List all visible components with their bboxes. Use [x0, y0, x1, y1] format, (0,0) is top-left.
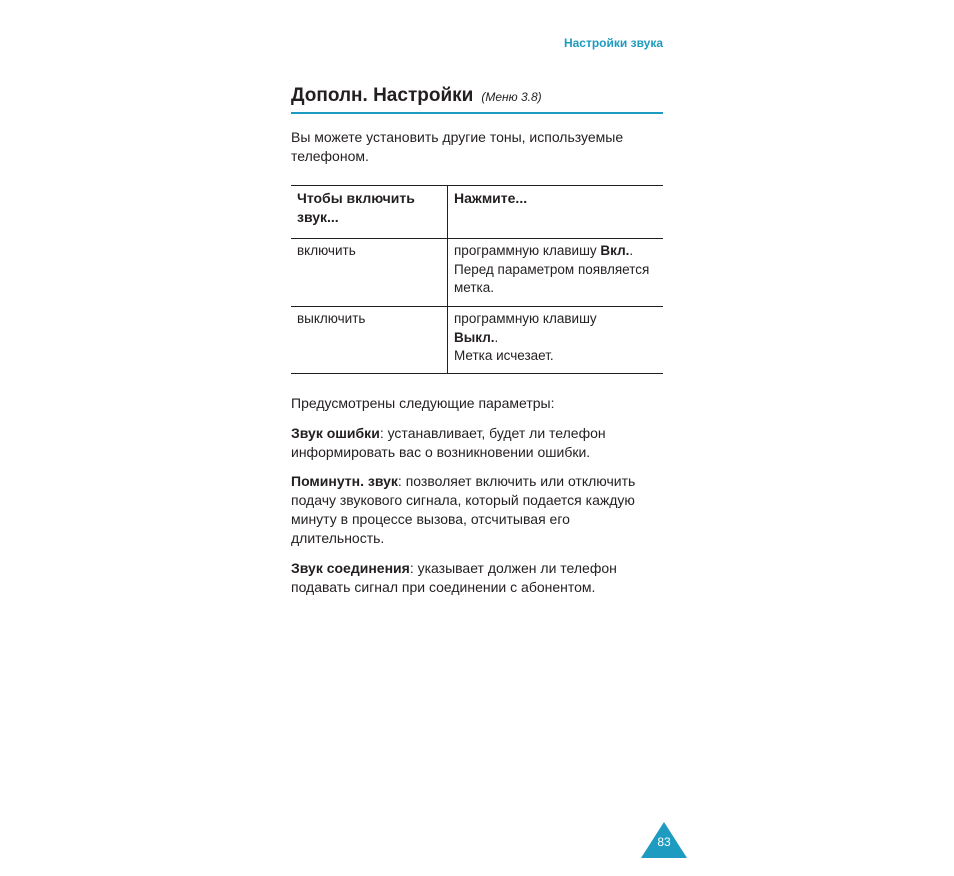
- press-note: Метка исчезает.: [454, 348, 554, 363]
- param-error-sound: [291, 424, 663, 462]
- page-title: Дополн. Настройки: [291, 85, 474, 106]
- table-cell-action: включить: [291, 239, 448, 307]
- param-connect-sound: [291, 559, 663, 597]
- param-name: Звук соединения: [291, 560, 410, 576]
- menu-reference: (Меню 3.8): [481, 90, 542, 104]
- intro-paragraph: Вы можете установить другие тоны, используемые телефоном.: [291, 129, 624, 164]
- param-minute-sound: [291, 472, 663, 548]
- table-cell-press: [448, 239, 664, 307]
- options-table: [291, 185, 663, 374]
- press-punct: .: [494, 329, 499, 345]
- param-description: : позволяет включить или отключить подачу звукового сигнала, который подается каждую минуту в процессе вызова, отсчитывая его длительность.: [291, 473, 636, 546]
- available-params-text: Предусмотрены следующие параметры:: [291, 395, 555, 411]
- param-name: Поминутн. звук: [291, 473, 398, 489]
- table-header-action: Чтобы включить звук...: [291, 186, 448, 239]
- press-punct: .: [629, 243, 634, 258]
- table-cell-action: выключить: [291, 307, 448, 374]
- section-header: Настройки звука: [563, 36, 663, 50]
- press-text: программную клавишу: [454, 311, 597, 326]
- page-title-block: [291, 85, 663, 114]
- press-note: Перед параметром появляется метка.: [454, 261, 650, 295]
- table-header-row: [291, 186, 663, 239]
- softkey-label: Выкл.: [454, 329, 495, 345]
- table-row: [291, 239, 663, 307]
- param-name: Звук ошибки: [291, 425, 380, 441]
- param-description: : устанавливает, будет ли телефон информировать вас о возникновении ошибки.: [291, 425, 606, 460]
- param-description: : указывает должен ли телефон подавать сигнал при соединении с абонентом.: [291, 560, 617, 595]
- press-text: программную клавишу: [454, 243, 601, 258]
- softkey-label: Вкл.: [600, 243, 630, 258]
- table-header-press: Нажмите...: [448, 186, 664, 239]
- table-row: [291, 307, 663, 374]
- page-number: 83: [657, 835, 671, 849]
- table-cell-press: [448, 307, 664, 374]
